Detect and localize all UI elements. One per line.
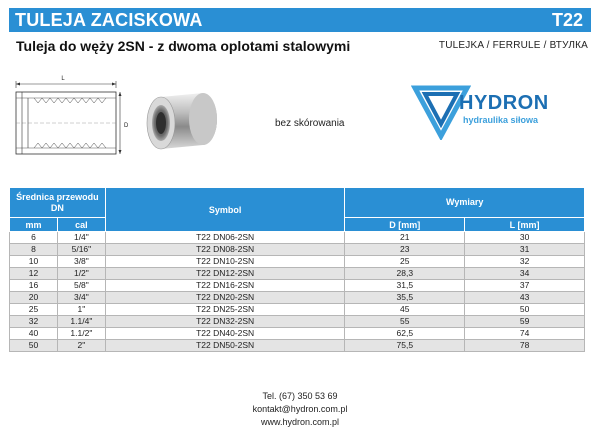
- cell-mm: 12: [10, 268, 58, 280]
- table-row: [10, 304, 585, 316]
- cell-l: 31: [465, 244, 585, 256]
- cell-mm: 16: [10, 280, 58, 292]
- cell-symbol: T22 DN50-2SN: [105, 340, 345, 352]
- cell-cal: 1.1/2": [57, 328, 105, 340]
- product-subtitle: Tuleja do węży 2SN - z dwoma oplotami stalowymi: [16, 38, 351, 54]
- product-code: T22: [551, 10, 583, 30]
- cell-cal: 3/8": [57, 256, 105, 268]
- table-row: [10, 292, 585, 304]
- cell-mm: 25: [10, 304, 58, 316]
- cell-l: 37: [465, 280, 585, 292]
- contact-website[interactable]: www.hydron.com.pl: [260, 417, 340, 427]
- cell-mm: 20: [10, 292, 58, 304]
- table-row: [10, 244, 585, 256]
- header-diameter: Średnica przewodu DN: [10, 188, 106, 218]
- table-row: [10, 268, 585, 280]
- cell-d: 21: [345, 232, 465, 244]
- technical-drawing: [10, 72, 128, 162]
- diameter-label: D: [124, 123, 128, 129]
- cell-symbol: T22 DN20-2SN: [105, 292, 345, 304]
- table-row: [10, 280, 585, 292]
- cell-symbol: T22 DN32-2SN: [105, 316, 345, 328]
- cell-mm: 40: [10, 328, 58, 340]
- cell-mm: 50: [10, 340, 58, 352]
- cell-mm: 6: [10, 232, 58, 244]
- cell-cal: 1/2": [57, 268, 105, 280]
- cell-d: 28,3: [345, 268, 465, 280]
- cell-d: 25: [345, 256, 465, 268]
- cell-d: 31,5: [345, 280, 465, 292]
- cell-l: 43: [465, 292, 585, 304]
- note-text: bez skórowania: [275, 118, 345, 129]
- cell-symbol: T22 DN25-2SN: [105, 304, 345, 316]
- cell-l: 32: [465, 256, 585, 268]
- contact-email[interactable]: kontakt@hydron.com.pl: [252, 404, 348, 414]
- cell-symbol: T22 DN08-2SN: [105, 244, 345, 256]
- hydron-logo: [411, 80, 551, 140]
- cell-cal: 3/4": [57, 292, 105, 304]
- title-bar: [9, 8, 591, 32]
- table-row: [10, 232, 585, 244]
- cell-mm: 10: [10, 256, 58, 268]
- cell-d: 23: [345, 244, 465, 256]
- table-row: [10, 256, 585, 268]
- header-mm: mm: [10, 218, 58, 232]
- cell-symbol: T22 DN16-2SN: [105, 280, 345, 292]
- cell-l: 59: [465, 316, 585, 328]
- cell-l: 34: [465, 268, 585, 280]
- cell-mm: 8: [10, 244, 58, 256]
- cell-d: 55: [345, 316, 465, 328]
- cell-l: 30: [465, 232, 585, 244]
- cell-d: 75,5: [345, 340, 465, 352]
- ferrule-photo: [143, 87, 219, 153]
- cell-symbol: T22 DN40-2SN: [105, 328, 345, 340]
- cell-symbol: T22 DN06-2SN: [105, 232, 345, 244]
- cell-d: 62,5: [345, 328, 465, 340]
- cell-mm: 32: [10, 316, 58, 328]
- cell-d: 45: [345, 304, 465, 316]
- table-row: [10, 340, 585, 352]
- cell-cal: 5/8": [57, 280, 105, 292]
- header-dimensions: Wymiary: [345, 188, 585, 218]
- cell-cal: 1.1/4": [57, 316, 105, 328]
- cell-cal: 5/16": [57, 244, 105, 256]
- logo-brand: HYDRON: [459, 92, 549, 114]
- cell-cal: 1/4": [57, 232, 105, 244]
- translations: TULEJKA / FERRULE / ВТУЛКА: [438, 40, 588, 51]
- cell-cal: 1": [57, 304, 105, 316]
- header-l-mm: L [mm]: [465, 218, 585, 232]
- cell-l: 74: [465, 328, 585, 340]
- cell-l: 50: [465, 304, 585, 316]
- header-cal: cal: [57, 218, 105, 232]
- cell-symbol: T22 DN12-2SN: [105, 268, 345, 280]
- length-label: L: [61, 76, 65, 82]
- cell-l: 78: [465, 340, 585, 352]
- table-row: [10, 316, 585, 328]
- cell-d: 35,5: [345, 292, 465, 304]
- cell-symbol: T22 DN10-2SN: [105, 256, 345, 268]
- header-d-mm: D [mm]: [345, 218, 465, 232]
- table-row: [10, 328, 585, 340]
- page-title: TULEJA ZACISKOWA: [15, 10, 203, 30]
- header-symbol: Symbol: [105, 188, 345, 232]
- cell-cal: 2": [57, 340, 105, 352]
- specification-table: [9, 187, 585, 352]
- logo-tagline: hydraulika siłowa: [463, 115, 539, 125]
- contact-phone: Tel. (67) 350 53 69: [262, 391, 338, 401]
